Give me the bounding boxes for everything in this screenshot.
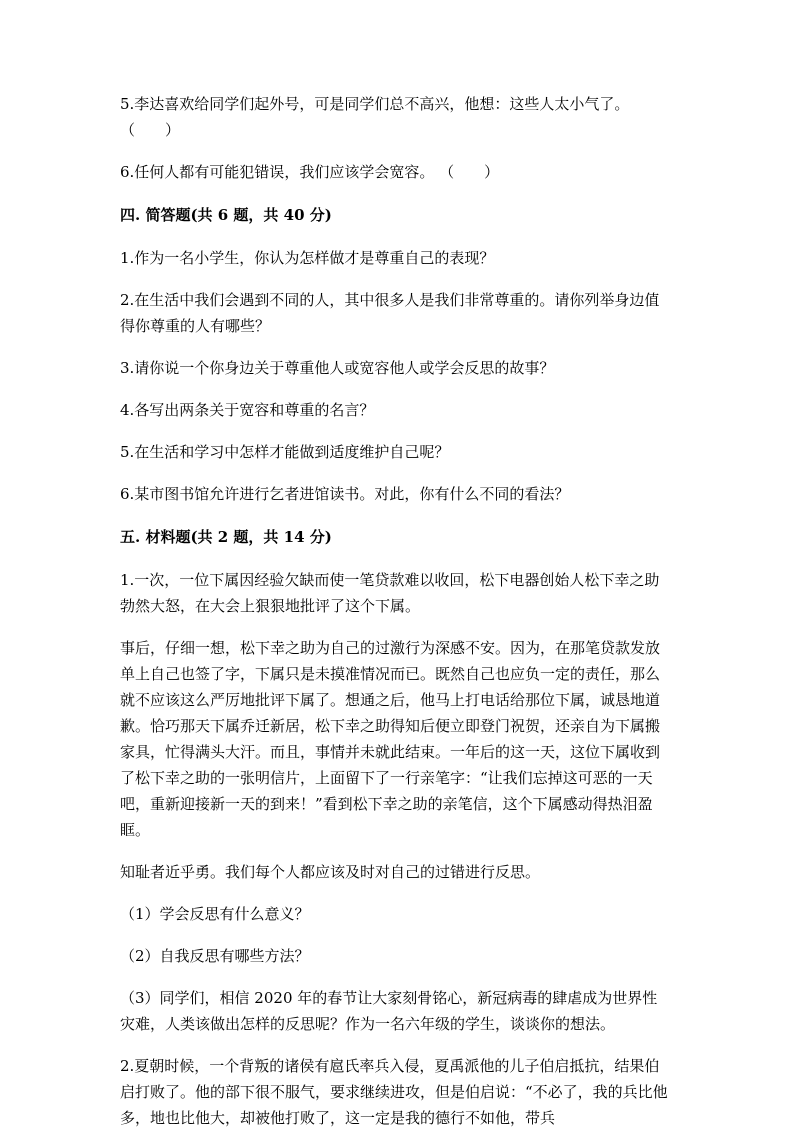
short-answer-question-4: 4.各写出两条关于宽容和尊重的名言？ (120, 401, 375, 419)
judgement-item-5 (120, 91, 668, 143)
material-q1-intro (120, 567, 668, 619)
material-q2-intro (120, 1053, 668, 1131)
short-answer-question-3: 3.请你说一个你身边关于尊重他人或宽容他人或学会反思的故事？ (120, 359, 555, 377)
short-answer-question (120, 397, 668, 423)
short-answer-question (120, 245, 668, 271)
material-q1-story (120, 635, 668, 843)
material-q1-conclusion (120, 859, 668, 885)
short-answer-question-6: 6.某市图书馆允许进行乞者进馆读书。对此，你有什么不同的看法？ (120, 485, 570, 503)
material-q1-sub1 (120, 901, 668, 927)
answer-blank-5: （ ） (120, 121, 181, 139)
short-answer-question (120, 355, 668, 381)
short-answer-question (120, 439, 668, 465)
material-q1-para2: 事后，仔细一想，松下幸之助为自己的过激行为深感不安。因为，在那笔贷款发放单上自己也签了字，下属只是未摸准情况而已。既然自己也应负一定的责任，那么就不应该这么严厉地批评下属了。想通之后，他马上打电话给那位下属，诚恳地道歉。恰巧那天下属乔迁新居，松下幸之助得知后便立即登门祝贺，还亲自为下属搬家具，忙得满头大汗。而且，事情并未就此结束。一年后的这一天，这位下属收到了松下幸之助的一张明信片，上面留下了一行亲笔字：“让我们忘掉这可恶的一天吧，重新迎接新一天的到来！”看到松下幸之助的亲笔信，这个下属感动得热泪盈眶。 (120, 639, 661, 839)
section-4-heading: 四. 简答题(共 6 题，共 40 分) (120, 206, 332, 224)
short-answer-question (120, 287, 668, 339)
short-answer-question-2: 2.在生活中我们会遇到不同的人，其中很多人是我们非常尊重的。请你列举身边值得你尊重的人有哪些？ (120, 291, 660, 335)
short-answer-question-5: 5.在生活和学习中怎样才能做到适度维护自己呢？ (120, 443, 450, 461)
judgement-item-6-text: 6.任何人都有可能犯错误，我们应该学会宽容。 (120, 163, 435, 181)
material-q1-sub3-text: （3）同学们，相信 2020 年的春节让大家刻骨铭心，新冠病毒的肆虐成为世界性灾难，人类该做出怎样的反思呢？作为一名六年级的学生，谈谈你的想法。 (120, 989, 658, 1033)
section-5-heading: 五. 材料题(共 2 题，共 14 分) (120, 528, 332, 546)
material-q1-para1: 1.一次，一位下属因经验欠缺而使一笔贷款难以收回，松下电器创始人松下幸之助勃然大怒，在大会上狠狠地批评了这个下属。 (120, 571, 660, 615)
material-q1-para3: 知耻者近乎勇。我们每个人都应该及时对自己的过错进行反思。 (120, 863, 541, 881)
short-answer-question-1: 1.作为一名小学生，你认为怎样做才是尊重自己的表现？ (120, 249, 495, 267)
material-q1-sub1-text: （1）学会反思有什么意义？ (120, 905, 310, 923)
short-answer-question (120, 481, 668, 507)
judgement-item-6 (120, 159, 668, 185)
material-q2-para1: 2.夏朝时候，一个背叛的诸侯有扈氏率兵入侵，夏禹派他的儿子伯启抵抗，结果伯启打败了。他的部下很不服气，要求继续进攻，但是伯启说：“不必了，我的兵比他多，地也比他大，却被他打败了，这一定是我的德行不如他，带兵 (120, 1057, 668, 1127)
judgement-item-5-text: 5.李达喜欢给同学们起外号，可是同学们总不高兴，他想：这些人太小气了。 (120, 95, 630, 113)
material-q1-sub2-text: （2）自我反思有哪些方法？ (120, 947, 310, 965)
worksheet-page (120, 91, 668, 1147)
answer-blank-6: （ ） (439, 163, 500, 181)
material-q1-sub2 (120, 943, 668, 969)
material-q1-sub3 (120, 985, 668, 1037)
